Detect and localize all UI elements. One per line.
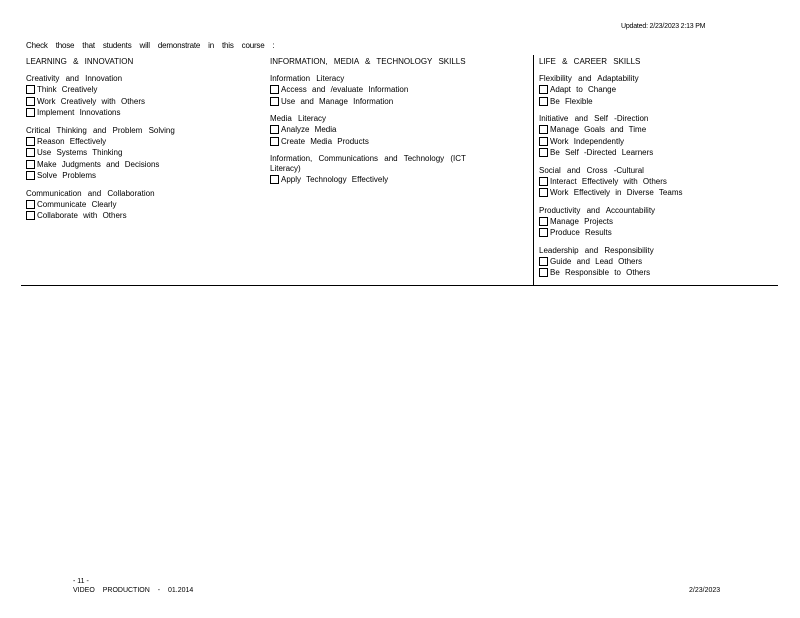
checkbox[interactable] [539, 85, 548, 94]
skill-group-title: Social and Cross -Cultural [539, 165, 644, 175]
skill-checkbox-item[interactable] [26, 159, 256, 171]
checkbox[interactable] [539, 257, 548, 266]
skill-checkbox-item[interactable] [539, 96, 739, 108]
skill-group [26, 126, 256, 182]
checkbox[interactable] [26, 137, 35, 146]
checkbox[interactable] [539, 188, 548, 197]
skill-group-title: Information Literacy [270, 74, 345, 83]
skill-label: Produce Results [550, 228, 612, 238]
footer-course: VIDEO PRODUCTION - 01.2014 [73, 587, 194, 594]
checkbox[interactable] [26, 148, 35, 157]
skills-column [539, 57, 739, 286]
skill-checkbox-item[interactable] [539, 124, 739, 136]
skill-checkbox-item[interactable] [539, 227, 739, 239]
skill-label: Be Self -Directed Learners [550, 148, 654, 158]
skill-label: Work Independently [550, 136, 625, 146]
skill-label: Apply Technology Effectively [281, 175, 389, 185]
skill-group [26, 189, 256, 222]
checkbox[interactable] [539, 148, 548, 157]
checkbox[interactable] [539, 268, 548, 277]
skill-label: Guide and Lead Others [550, 256, 643, 266]
checkbox[interactable] [26, 171, 35, 180]
skills-column [270, 57, 480, 193]
checkbox[interactable] [270, 97, 279, 106]
checkbox[interactable] [270, 85, 279, 94]
checkbox[interactable] [539, 177, 548, 186]
checkbox[interactable] [539, 97, 548, 106]
skill-group-title: Critical Thinking and Problem Solving [26, 125, 175, 135]
skill-checkbox-item[interactable] [26, 199, 256, 211]
checkbox[interactable] [270, 175, 279, 184]
skill-checkbox-item[interactable] [26, 170, 256, 182]
skill-label: Interact Effectively with Others [550, 176, 667, 186]
skill-label: Be Responsible to Others [550, 268, 651, 278]
checkbox[interactable] [26, 200, 35, 209]
checkbox[interactable] [26, 97, 35, 106]
checkbox[interactable] [26, 108, 35, 117]
updated-timestamp: Updated: 2/23/2023 2:13 PM [621, 23, 706, 30]
skill-group [26, 74, 256, 119]
skill-group-title: Flexibility and Adaptability [539, 74, 639, 83]
skill-checkbox-item[interactable] [26, 84, 256, 96]
skill-checkbox-item[interactable] [539, 256, 739, 268]
checkbox[interactable] [539, 125, 548, 134]
skill-group-title: Leadership and Responsibility [539, 245, 654, 255]
checkbox[interactable] [539, 217, 548, 226]
skill-label: Manage Goals and Time [550, 125, 647, 135]
skill-checkbox-item[interactable] [539, 84, 739, 96]
checkbox[interactable] [539, 137, 548, 146]
skill-checkbox-item[interactable] [270, 84, 480, 96]
skill-checkbox-item[interactable] [539, 136, 739, 148]
skill-label: Reason Effectively [37, 136, 107, 146]
skill-label: Analyze Media [281, 125, 337, 135]
skill-group-title: Productivity and Accountability [539, 205, 656, 215]
skill-group-title: Information, Communications and Technology (ICT Literacy) [270, 154, 466, 173]
skill-checkbox-item[interactable] [270, 96, 480, 108]
skill-group-title: Initiative and Self -Direction [539, 114, 649, 123]
skill-group [270, 154, 480, 186]
instruction-text: Check those that students will demonstrate in this course : [26, 41, 275, 50]
column-divider [533, 55, 534, 286]
skill-checkbox-item[interactable] [26, 136, 256, 148]
skill-group [270, 74, 480, 107]
skill-checkbox-item[interactable] [270, 174, 480, 186]
page-number: - 11 - [73, 578, 89, 585]
skill-label: Implement Innovations [37, 108, 121, 118]
skill-checkbox-item[interactable] [270, 124, 480, 136]
skill-label: Access and /evaluate Information [281, 85, 409, 95]
checkbox[interactable] [270, 137, 279, 146]
skill-group [539, 74, 739, 107]
skill-label: Solve Problems [37, 171, 97, 181]
skill-label: Use and Manage Information [281, 96, 394, 106]
checkbox[interactable] [26, 211, 35, 220]
checkbox[interactable] [26, 85, 35, 94]
skill-label: Use Systems Thinking [37, 148, 123, 158]
skill-label: Make Judgments and Decisions [37, 159, 160, 169]
skill-checkbox-item[interactable] [26, 210, 256, 222]
skill-label: Work Effectively in Diverse Teams [550, 188, 683, 198]
skill-checkbox-item[interactable] [26, 96, 256, 108]
skill-group [539, 166, 739, 199]
skill-checkbox-item[interactable] [26, 147, 256, 159]
checkbox[interactable] [270, 125, 279, 134]
skill-group [539, 114, 739, 159]
skill-checkbox-item[interactable] [539, 147, 739, 159]
skill-group [270, 114, 480, 147]
skill-checkbox-item[interactable] [26, 107, 256, 119]
checkbox[interactable] [26, 160, 35, 169]
skill-group-title: Media Literacy [270, 114, 327, 123]
skills-column [26, 57, 256, 229]
skill-label: Think Creatively [37, 85, 98, 95]
skill-checkbox-item[interactable] [270, 136, 480, 148]
skill-label: Create Media Products [281, 136, 369, 146]
skill-group [539, 246, 739, 279]
footer-date: 2/23/2023 [689, 587, 721, 594]
skill-label: Manage Projects [550, 216, 614, 226]
skill-checkbox-item[interactable] [539, 187, 739, 199]
skill-label: Adapt to Change [550, 85, 617, 95]
column-heading: INFORMATION, MEDIA & TECHNOLOGY SKILLS [270, 57, 466, 66]
skill-label: Collaborate with Others [37, 211, 127, 221]
column-heading: LEARNING & INNOVATION [26, 57, 134, 66]
skill-label: Communicate Clearly [37, 199, 117, 209]
checkbox[interactable] [539, 228, 548, 237]
skill-checkbox-item[interactable] [539, 176, 739, 188]
skill-group-title: Creativity and Innovation [26, 74, 123, 83]
skill-checkbox-item[interactable] [539, 267, 739, 279]
skill-label: Be Flexible [550, 96, 593, 106]
skill-label: Work Creatively with Others [37, 96, 145, 106]
skill-group [539, 206, 739, 239]
skill-group-title: Communication and Collaboration [26, 188, 155, 198]
column-heading: LIFE & CAREER SKILLS [539, 57, 641, 66]
skill-checkbox-item[interactable] [539, 216, 739, 228]
